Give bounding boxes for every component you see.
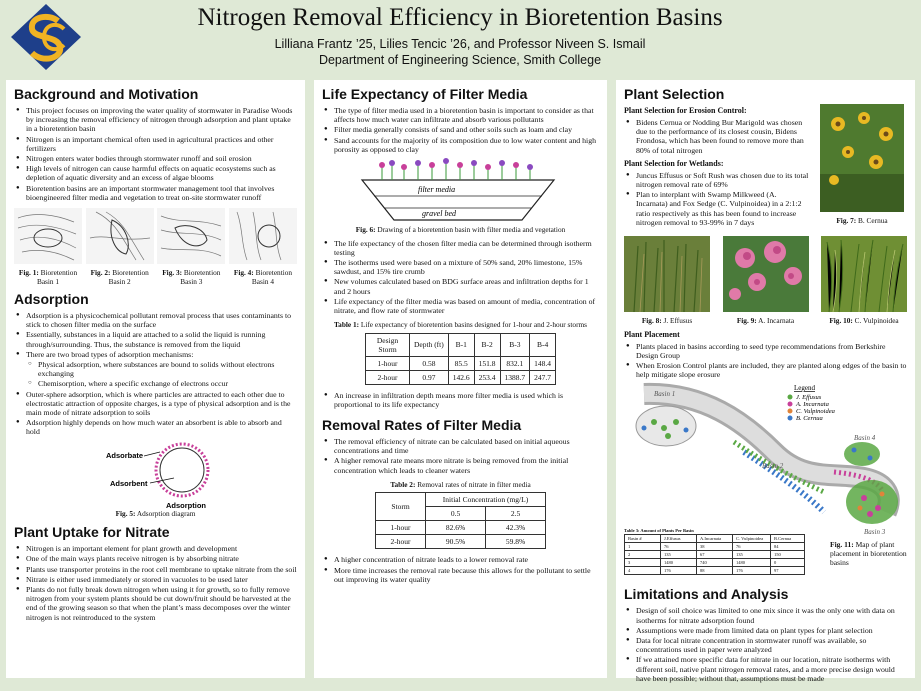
filter-media-label: filter media — [418, 185, 456, 195]
fig-11-caption: Fig. 11: Map of plant placement in bioretention basins — [830, 540, 907, 568]
erosion-list — [624, 118, 810, 155]
placement-list — [624, 342, 907, 380]
table-cell: 2 — [625, 551, 661, 559]
basin-4-label: Basin 4 — [854, 434, 876, 443]
uptake-list — [14, 544, 297, 622]
fig-9 — [723, 236, 809, 326]
table-header-cell: B-2 — [474, 333, 500, 356]
table-row — [365, 370, 555, 384]
list-item: ● Plants do not fully break down nitrogen when using it for growth, so to fully remove nitrogen from your system plants should be cut down/fruit should be harvested at the end of the growing season so that when the plant’s mass decomposes over the winter nitrogen is not reintroduced to the system — [14, 585, 297, 622]
fig-10-caption: Fig. 10: C. Vulpinoidea — [829, 316, 899, 325]
list-item: ● When Erosion Control plants are included, they are planted along edges of the basin to help mitigate slope erosure — [624, 361, 907, 379]
table-header-cell: C. Vulpinoidea — [733, 535, 771, 543]
table-header-cell: B-1 — [448, 333, 474, 356]
basin-2-contour-image — [86, 208, 154, 264]
plant-selection-top — [624, 106, 907, 234]
table-header-row — [625, 535, 805, 543]
plant-selection-text — [624, 106, 810, 227]
gravel-bed-label: gravel bed — [422, 209, 456, 219]
list-item: ● Sand accounts for the majority of its composition due to low water content and high porosity as opposed to clay — [322, 136, 599, 154]
basin-4-contour-image — [229, 208, 297, 264]
list-item: ● The isotherms used were based on a mixture of 50% sand, 20% limestone, 15% sawdust, and 15% tire crumb — [322, 258, 599, 276]
table-cell: 38 — [697, 543, 733, 551]
plant-count-table — [624, 534, 805, 575]
adsorption-heading: Adsorption — [14, 291, 89, 308]
plant-photo-row — [624, 236, 907, 326]
limitations-heading: Limitations and Analysis — [624, 586, 789, 603]
fig-1-caption: Fig. 1: Bioretention Basin 1 — [18, 268, 78, 286]
background-heading: Background and Motivation — [14, 86, 199, 102]
list-item: ● New volumes calculated based on BDG surface areas and infiltration depths for 1 and 2 hours — [322, 277, 599, 295]
table-cell: 76 — [733, 543, 771, 551]
basin-placement-map — [624, 382, 907, 552]
list-item: ● The type of filter media used in a bioretention basin is important to consider as that affects how much water can infiltrate and absorb various pollutants — [322, 106, 599, 124]
table-cell: 2-hour — [376, 535, 426, 549]
table-row — [376, 535, 546, 549]
author-names: Lilliana Frantz ’25, Lilies Tencic ’26, and Professor Niveen S. Ismail — [274, 37, 646, 51]
fig-4-caption: Fig. 4: Bioretention Basin 4 — [233, 268, 293, 286]
list-item: ● A higher concentration of nitrate leads to a lower removal rate — [322, 555, 599, 564]
table-header-cell: J.Effusus — [661, 535, 697, 543]
removal-list-2 — [322, 555, 599, 584]
department: Department of Engineering Science, Smith College — [318, 53, 602, 67]
table-row — [625, 559, 805, 567]
poster-title: Nitrogen Removal Efficiency in Bioretention Basins — [197, 4, 723, 31]
table-header-cell: Design Storm — [365, 333, 409, 356]
table-2-caption: Table 2: Removal rates of nitrate in filter media — [390, 479, 531, 489]
list-item: ● A higher removal rate means more nitrate is being removed from the initial concentration which leads to cleaner waters — [322, 456, 599, 474]
adsorption-diagram — [14, 438, 297, 510]
list-item: ● Assumptions were made from limited data on plant types for plant selection — [624, 626, 907, 635]
basin-1-contour-image — [14, 208, 82, 264]
table-cell: 135 — [661, 551, 697, 559]
list-item: ● Bioretention basins are an important stormwater management tool that involves bioengineered filter media and vegetation to treat on-site stormwater runoff — [14, 184, 297, 202]
table-cell: 832.1 — [500, 356, 530, 370]
life-expectancy-table — [365, 333, 556, 385]
table-cell: 4 — [625, 567, 661, 575]
list-item: ● Design of soil choice was limited to one mix since it was the only one with data on isotherms for nitrate adsorption found — [624, 606, 907, 624]
removal-list — [322, 437, 599, 475]
table-cell: 135 — [733, 551, 771, 559]
uptake-heading: Plant Uptake for Nitrate — [14, 524, 170, 541]
list-item: ● Nitrogen is an important element for plant growth and development — [14, 544, 297, 553]
basin-2-label: Basin 2 — [762, 462, 784, 471]
b-cernua-photo — [820, 104, 904, 212]
basin-figures — [14, 208, 297, 286]
fig-3-caption: Fig. 3: Bioretention Basin 3 — [162, 268, 221, 286]
table-cell: 142.6 — [448, 370, 474, 384]
list-item: ● Plan to interplant with Swamp Milkweed (A. Incarnata) and Fox Sedge (C. Vulpinoidea) in a 2:1:2 ratio respectively as this has been found to increase nitrogen removal to 93-99% in 7 days — [624, 190, 810, 227]
adsorbate-label: Adsorbate — [106, 450, 144, 460]
table-cell: 148.4 — [530, 356, 556, 370]
placement-heading: Plant Placement — [624, 329, 680, 339]
legend-swatch — [788, 395, 793, 400]
list-item: ● This project focuses on improving the water quality of stormwater in Paradise Woods by increasing the removal efficiency of nitrogen through adsorption and plant uptake in a bioretention basin — [14, 106, 297, 134]
table-header-cell: A.Incarnata — [697, 535, 733, 543]
plant-map-area — [624, 382, 907, 584]
table-header-cell: Storm — [376, 493, 426, 521]
basin-figure — [157, 208, 225, 286]
fig-7-caption: Fig. 7: B. Cernua — [836, 216, 888, 225]
table-row — [625, 567, 805, 575]
j-effusus-photo — [624, 236, 710, 312]
table-cell: 247.7 — [530, 370, 556, 384]
fig-10 — [821, 236, 907, 326]
legend-swatch — [788, 402, 793, 407]
table-header-cell: 2.5 — [486, 507, 546, 521]
list-item: ● Data for local nitrate concentration in stormwater runoff was available, so concentrations used in paper were analyzed — [624, 636, 907, 654]
legend-swatch — [788, 416, 793, 421]
table-cell: 0 — [771, 559, 805, 567]
list-item: ● One of the main ways plants receive nitrogen is by absorbing nitrate — [14, 554, 297, 563]
table-cell: 176 — [733, 567, 771, 575]
removal-heading: Removal Rates of Filter Media — [322, 417, 522, 434]
table-cell: 1 — [625, 543, 661, 551]
table-cell: 2-hour — [365, 370, 409, 384]
plant-count-table-box — [624, 528, 814, 575]
list-item: ● Outer-sphere adsorption, which is where particles are attracted to each other due to electrostatic attraction of opposite charges, is a type of physical adsorption and is the main mode of nitrate adsorption to soils — [14, 390, 297, 418]
table-cell: 740 — [697, 559, 733, 567]
adsorption-label: Adsorption — [166, 500, 206, 510]
fig-5-caption: Fig. 5: Adsorption diagram — [115, 508, 196, 518]
table-header-cell: B-4 — [530, 333, 556, 356]
fig-8 — [624, 236, 710, 326]
table-row — [365, 356, 555, 370]
list-subitem: ○ Chemisorption, where a specific exchange of electrons occur — [14, 379, 297, 388]
basin-figure — [86, 208, 154, 286]
table-cell: 97 — [771, 567, 805, 575]
table-cell: 176 — [661, 567, 697, 575]
table-row — [625, 543, 805, 551]
legend-item: B. Cernua — [796, 415, 823, 423]
table-cell: 150 — [771, 551, 805, 559]
adsorption-list — [14, 311, 297, 437]
removal-rates-table — [375, 492, 546, 549]
list-item: ● Life expectancy of the filter media was based on amount of media, concentration of nitrate, and flow rate of stormwater — [322, 297, 599, 315]
basin-3-contour-image — [157, 208, 225, 264]
life-list — [322, 106, 599, 154]
basin-3-label: Basin 3 — [864, 528, 886, 537]
legend-swatch — [788, 409, 793, 414]
table-cell: 67 — [697, 551, 733, 559]
list-item: ● The removal efficiency of nitrate can be calculated based on initial aqueous concentrations and time — [322, 437, 599, 455]
column-right — [616, 80, 915, 683]
fig-9-caption: Fig. 9: A. Incarnata — [736, 316, 795, 325]
poster-header — [0, 0, 921, 72]
basin-drawing — [322, 158, 599, 226]
table-header-row — [376, 493, 546, 507]
wetland-list — [624, 171, 810, 227]
list-item: ● Essentially, substances in a liquid are attached to a solid the liquid is running through/surrounding. Thus, the substance is removed from the liquid — [14, 330, 297, 348]
basin-figure — [14, 208, 82, 286]
table-cell: 88 — [697, 567, 733, 575]
smith-college-logo — [10, 3, 82, 71]
table-3-title: Table 3: Amount of Plants Per Basin — [624, 528, 694, 534]
legend-title: Legend — [794, 384, 815, 393]
table-cell: 90.5% — [426, 535, 486, 549]
list-item: ● There are two broad types of adsorption mechanisms: — [14, 350, 297, 359]
list-item: ● Adsorption is a physicochemical pollutant removal process that uses contaminants to stick to chosen filter media on the surface — [14, 311, 297, 329]
table-cell: 3 — [625, 559, 661, 567]
table-row — [625, 551, 805, 559]
list-item: ● Plants placed in basins according to seed type recommendations from Berkshire Design Group — [624, 342, 907, 360]
list-item: ● Nitrogen is an important chemical often used in agricultural practices and other fertilizers — [14, 135, 297, 153]
life-heading: Life Expectancy of Filter Media — [322, 86, 528, 102]
list-subitem: ○ Physical adsorption, where substances are bound to solids without electrons exchanging — [14, 360, 297, 378]
table-header-cell: B-3 — [500, 333, 530, 356]
table-cell: 0.58 — [409, 356, 448, 370]
plant-selection-heading: Plant Selection — [624, 86, 725, 102]
wetland-heading: Plant Selection for Wetlands: — [624, 158, 724, 168]
list-item: ● Plants use transporter proteins in the root cell membrane to uptake nitrate from the soil — [14, 565, 297, 574]
table-row — [376, 521, 546, 535]
column-left — [6, 80, 305, 678]
table-cell: 76 — [661, 543, 697, 551]
table-header-row — [365, 333, 555, 356]
table-cell: 1-hour — [376, 521, 426, 535]
table-cell: 1-hour — [365, 356, 409, 370]
table-cell: 59.8% — [486, 535, 546, 549]
list-item: ● Filter media generally consists of sand and other soils such as loam and clay — [322, 125, 599, 134]
list-item: ● Bidens Cernua or Nodding Bur Marigold was chosen due to the performance of its closest cousin, Bidens Frondosa, which has been found to remove more than 80% of total nitrogen — [624, 118, 810, 155]
list-item: ● An increase in infiltration depth means more filter media is used which is proportional to its life expectancy — [322, 391, 599, 409]
list-item: ● Juncus Effusus or Soft Rush was chosen due to its total nitrogen removal rate of 69% — [624, 171, 810, 189]
background-list — [14, 106, 297, 202]
table-cell: 0.97 — [409, 370, 448, 384]
table-cell: 1388.7 — [500, 370, 530, 384]
limitations-list — [624, 606, 907, 683]
table-header-cell: Depth (ft) — [409, 333, 448, 356]
fig-8-caption: Fig. 8: J. Effusus — [641, 316, 693, 325]
table-cell: 1480 — [733, 559, 771, 567]
a-incarnata-photo — [723, 236, 809, 312]
list-item: ● More time increases the removal rate because this allows for the pollutant to settle out improving its water quality — [322, 566, 599, 584]
list-item: ● Nitrate is either used immediately or stored in vacuoles to be used later — [14, 575, 297, 584]
list-item: ● Adsorption highly depends on how much water an absorbent is able to absorb and hold — [14, 418, 297, 436]
legend-item: A. Incarnata — [796, 401, 829, 409]
list-item: ● If we attained more specific data for nitrate in our location, nitrate isotherms with different soil, native plant nitrogen removal rates, and a more precise design would have been possible; without that, assumptions must be made — [624, 655, 907, 683]
table-header-cell: Basin # — [625, 535, 661, 543]
legend-item: J. Effusus — [796, 394, 822, 402]
c-vulpinoidea-photo — [821, 236, 907, 312]
adsorbent-label: Adsorbent — [110, 478, 148, 488]
life-list-3 — [322, 391, 599, 409]
table-header-cell: Initial Concentration (mg/L) — [426, 493, 546, 507]
table-cell: 151.8 — [474, 356, 500, 370]
table-cell: 84 — [771, 543, 805, 551]
list-item: ● High levels of nitrogen can cause harmful effects on aquatic ecosystems such as depletion of aquatic diversity and an excess of algae blooms — [14, 164, 297, 182]
table-header-cell: B.Cernua — [771, 535, 805, 543]
basin-figure — [229, 208, 297, 286]
basin-1-label: Basin 1 — [654, 390, 676, 399]
table-cell: 42.3% — [486, 521, 546, 535]
table-1-caption: Table 1: Life expectancy of bioretention basins designed for 1-hour and 2-hour storms — [333, 320, 588, 330]
life-list-2 — [322, 239, 599, 316]
legend-item: C. Vulpinoidea — [796, 408, 835, 416]
table-cell: 85.5 — [448, 356, 474, 370]
table-header-cell: 0.5 — [426, 507, 486, 521]
table-cell: 82.6% — [426, 521, 486, 535]
fig-7 — [820, 104, 904, 226]
erosion-heading: Plant Selection for Erosion Control: — [624, 106, 747, 115]
column-middle — [314, 80, 607, 678]
table-cell: 1480 — [661, 559, 697, 567]
fig-6-caption: Fig. 6: Drawing of a bioretention basin with filter media and vegetation — [355, 225, 566, 235]
list-item: ● Nitrogen enters water bodies through stormwater runoff and soil erosion — [14, 154, 297, 163]
list-item: ● The life expectancy of the chosen filter media can be determined through isotherm testing — [322, 239, 599, 257]
table-cell: 253.4 — [474, 370, 500, 384]
fig-2-caption: Fig. 2: Bioretention Basin 2 — [90, 268, 149, 286]
poster-authors — [90, 36, 830, 68]
